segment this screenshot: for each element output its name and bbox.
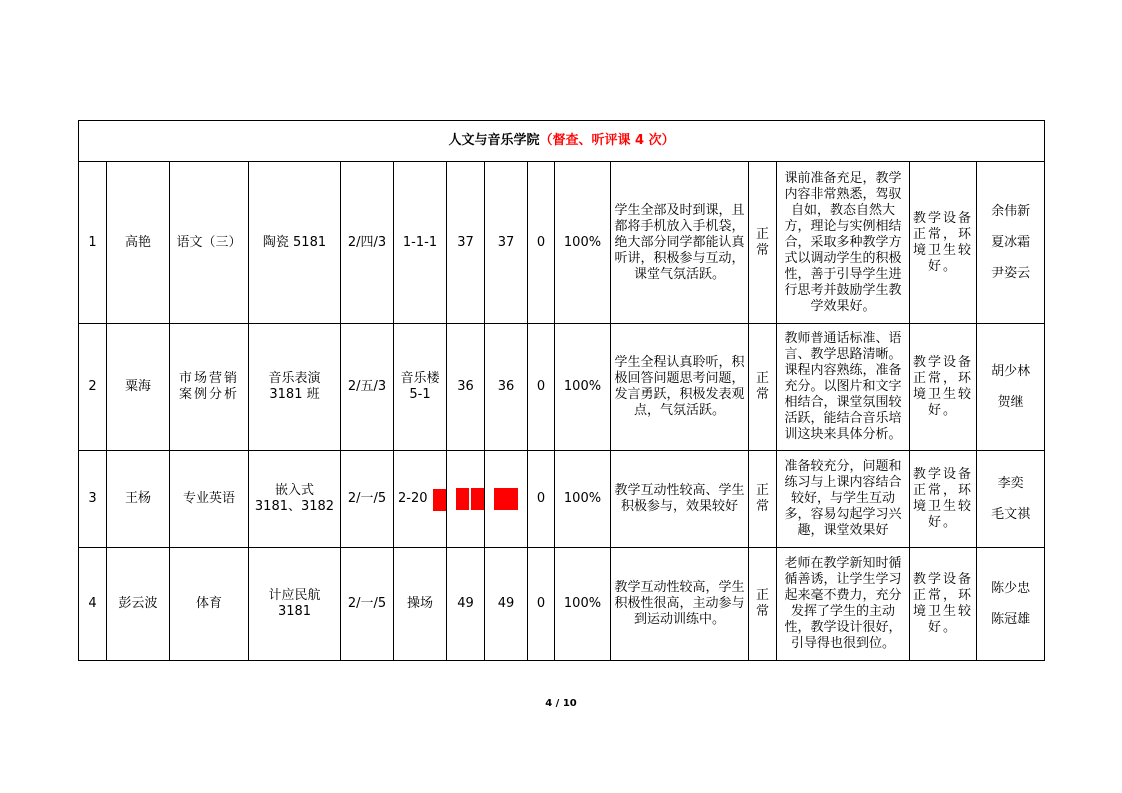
environment-status: 教学设备正常，环境卫生较好。 — [910, 451, 977, 548]
page-current: 4 — [545, 698, 553, 709]
row-number: 1 — [79, 162, 107, 324]
inspector-list — [977, 451, 1045, 548]
environment-status: 教学设备正常，环境卫生较好。 — [910, 324, 977, 451]
absent-count: 0 — [528, 451, 555, 548]
page-separator: / — [552, 698, 563, 709]
absent-count: 0 — [528, 162, 555, 324]
actual-count: 37 — [485, 162, 528, 324]
inspector-list — [977, 548, 1045, 661]
inspector-name: 毛文祺 — [991, 507, 1031, 522]
inspector-name: 胡少林 — [991, 364, 1031, 379]
attendance-rate: 100% — [555, 324, 611, 451]
class-time: 2/四/3 — [341, 162, 394, 324]
actual-count: 36 — [485, 324, 528, 451]
teaching-evaluation: 课前准备充足，教学内容非常熟悉，驾驭自如，教态自然大方，理论与实例相结合，采取多种教学方式以调动学生的积极性，善于引导学生进行思考并鼓励学生教学效果好。 — [777, 162, 910, 324]
redaction-mark — [494, 488, 518, 510]
classroom: 操场 — [394, 548, 447, 661]
attendance-rate: 100% — [555, 548, 611, 661]
environment-status: 教学设备正常，环境卫生较好。 — [910, 162, 977, 324]
student-evaluation: 学生全程认真聆听，积极回答问题思考问题，发言勇跃，积极发表观点，气氛活跃。 — [611, 324, 749, 451]
redaction-mark — [471, 488, 484, 510]
inspector-name: 夏冰霜 — [991, 235, 1031, 250]
row-number: 2 — [79, 324, 107, 451]
class-name: 陶瓷 5181 — [249, 162, 341, 324]
redaction-mark — [456, 488, 469, 510]
classroom — [394, 451, 447, 548]
class-name: 嵌入式 3181、3182 — [249, 451, 341, 548]
inspector-name: 贺继 — [997, 395, 1024, 410]
page-total: 10 — [562, 698, 577, 709]
class-order: 正常 — [749, 324, 777, 451]
environment-status: 教学设备正常，环境卫生较好。 — [910, 548, 977, 661]
inspection-table — [78, 120, 1045, 661]
table-row — [79, 324, 1045, 451]
actual-count: 49 — [485, 548, 528, 661]
inspector-list — [977, 324, 1045, 451]
course-name: 专业英语 — [170, 451, 249, 548]
teaching-evaluation: 准备较充分，问题和练习与上课内容结合较好，与学生互动多，容易勾起学习兴趣，课堂效果好 — [777, 451, 910, 548]
teacher-name: 王杨 — [107, 451, 170, 548]
college-name: 人文与音乐学院 — [448, 133, 540, 148]
inspector-name: 陈少忠 — [991, 581, 1031, 596]
class-time: 2/五/3 — [341, 324, 394, 451]
expected-count: 49 — [447, 548, 485, 661]
class-time: 2/一/5 — [341, 451, 394, 548]
class-name: 音乐表演 3181 班 — [249, 324, 341, 451]
class-name: 计应民航 3181 — [249, 548, 341, 661]
table-row — [79, 451, 1045, 548]
class-order: 正常 — [749, 548, 777, 661]
expected-count: 36 — [447, 324, 485, 451]
inspector-name: 陈冠雄 — [991, 612, 1031, 627]
page-number — [0, 698, 1122, 709]
class-time: 2/一/5 — [341, 548, 394, 661]
inspector-name: 余伟新 — [991, 204, 1031, 219]
absent-count: 0 — [528, 548, 555, 661]
class-order: 正常 — [749, 162, 777, 324]
inspection-count: （督查、听评课 4 次） — [539, 133, 675, 148]
classroom: 音乐楼 5-1 — [394, 324, 447, 451]
student-evaluation: 教学互动性较高、学生积极参与，效果较好 — [611, 451, 749, 548]
expected-count: 37 — [447, 162, 485, 324]
expected-count — [447, 451, 485, 548]
student-evaluation: 教学互动性较高，学生积极性很高，主动参与到运动训练中。 — [611, 548, 749, 661]
course-name: 市场营销案例分析 — [170, 324, 249, 451]
teacher-name: 彭云波 — [107, 548, 170, 661]
class-order: 正常 — [749, 451, 777, 548]
table-row — [79, 548, 1045, 661]
course-name: 语文（三） — [170, 162, 249, 324]
classroom: 1-1-1 — [394, 162, 447, 324]
table-title — [79, 121, 1045, 162]
teacher-name: 高艳 — [107, 162, 170, 324]
inspector-name: 李奕 — [997, 476, 1024, 491]
student-evaluation: 学生全部及时到课，且都将手机放入手机袋，绝大部分同学都能认真听讲，积极参与互动，课堂气氛活跃。 — [611, 162, 749, 324]
row-number: 4 — [79, 548, 107, 661]
classroom-label: 2-20 — [398, 491, 428, 506]
inspector-name: 尹姿云 — [991, 266, 1031, 281]
actual-count — [485, 451, 528, 548]
absent-count: 0 — [528, 324, 555, 451]
teacher-name: 粟海 — [107, 324, 170, 451]
row-number: 3 — [79, 451, 107, 548]
table-row — [79, 162, 1045, 324]
redaction-mark — [433, 489, 446, 511]
attendance-rate: 100% — [555, 162, 611, 324]
title-row — [79, 121, 1045, 162]
attendance-rate: 100% — [555, 451, 611, 548]
course-name: 体育 — [170, 548, 249, 661]
teaching-evaluation: 老师在教学新知时循循善诱，让学生学习起来毫不费力，充分发挥了学生的主动性，教学设计很好，引导得也很到位。 — [777, 548, 910, 661]
teaching-evaluation: 教师普通话标准、语言、教学思路清晰。课程内容熟练，准备充分。以图片和文字相结合，课堂氛围较活跃，能结合音乐培训这块来具体分析。 — [777, 324, 910, 451]
inspector-list — [977, 162, 1045, 324]
